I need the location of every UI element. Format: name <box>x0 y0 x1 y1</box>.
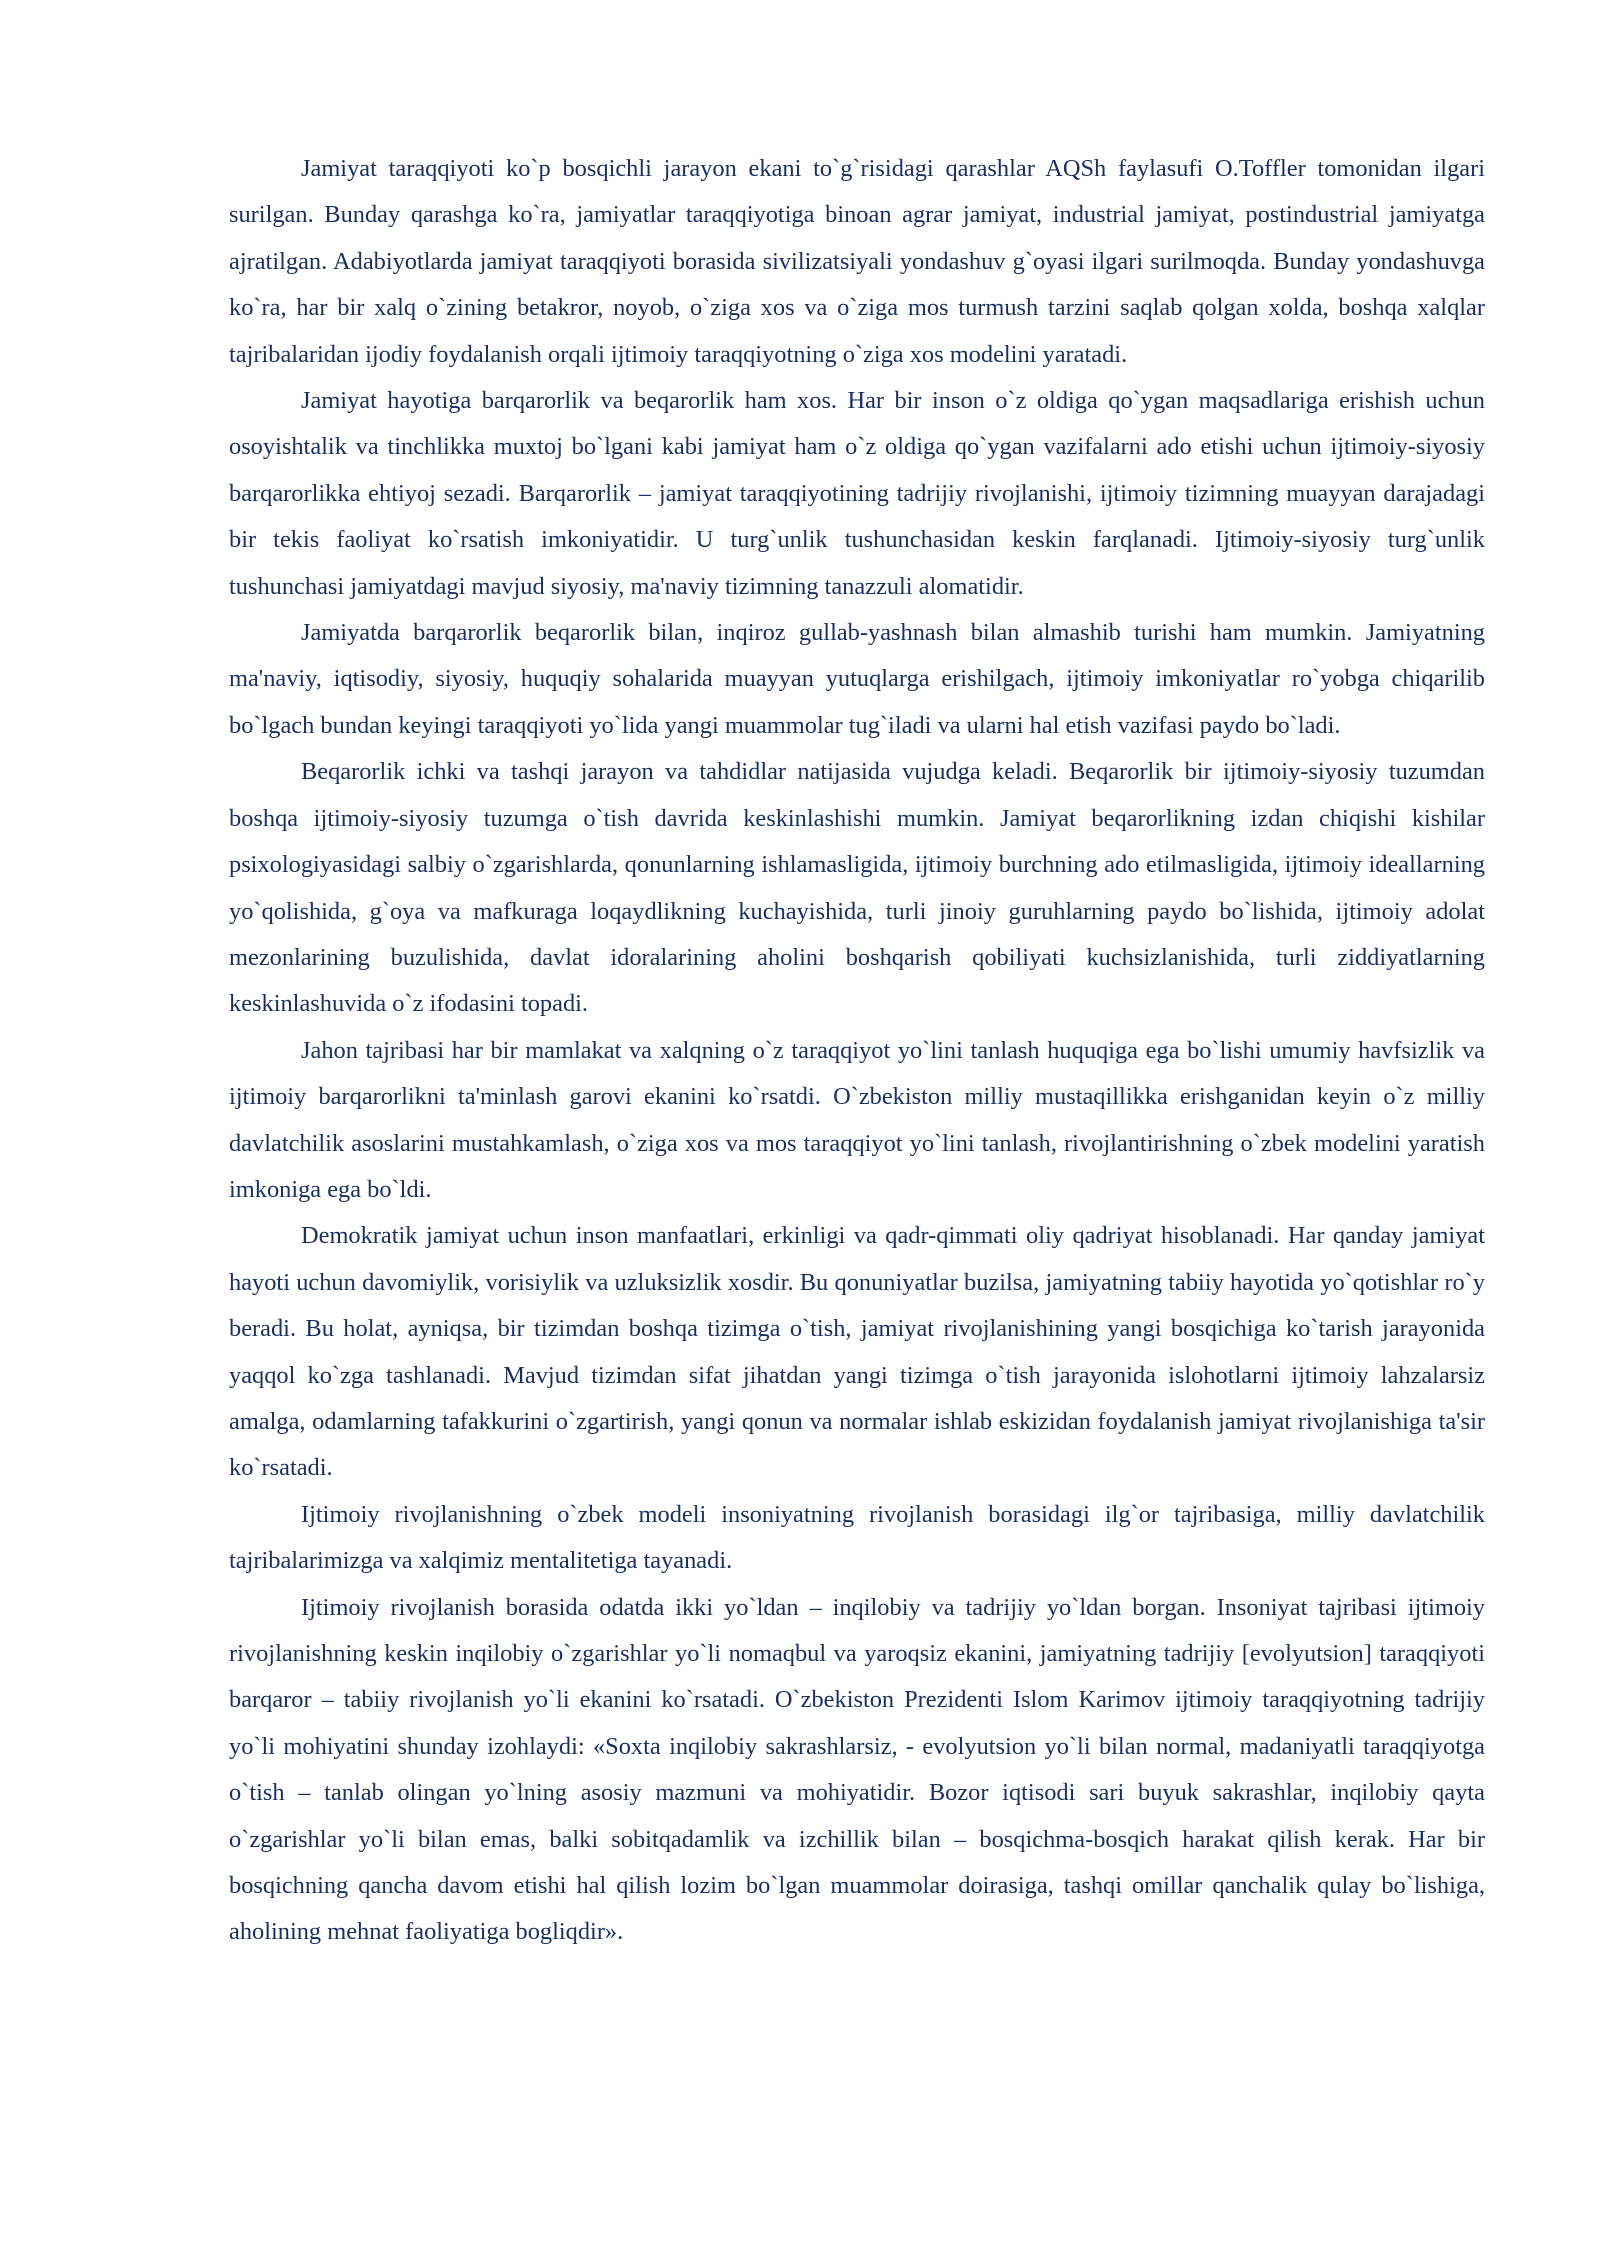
paragraph-5: Jahon tajribasi har bir mamlakat va xalqning o`z taraqqiyot yo`lini tanlash huquqiga ega bo`lishi umumiy havfsizlik va ijtimoiy barqarorlikni ta'minlash garovi ekanini ko`rsatdi. O`zbekiston milliy mustaqillikka erishganidan keyin o`z milliy davlatchilik asoslarini mustahkamlash, o`ziga xos va mos taraqqiyot yo`lini tanlash, rivojlantirishning o`zbek modelini yaratish imkoniga ega bo`ldi. <box>229 1036 1485 1203</box>
paragraph-8: Ijtimoiy rivojlanish borasida odatda ikki yo`ldan – inqilobiy va tadrijiy yo`ldan borgan. Insoniyat tajribasi ijtimoiy rivojlanishning keskin inqilobiy o`zgarishlar yo`li nomaqbul va yaroqsiz ekanini, jamiyatning tadrijiy [evolyutsion] taraqqiyoti barqaror – tabiiy rivojlanish yo`li ekanini ko`rsatadi. O`zbekiston Prezidenti Islom Karimov ijtimoiy taraqqiyotning tadrijiy yo`li mohiyatini shunday izohlaydi: «Soxta inqilobiy sakrashlarsiz, - evolyutsion yo`li bilan normal, madaniyatli taraqqiyotga o`tish – tanlab olingan yo`lning asosiy mazmuni va mohiyatidir. Bozor iqtisodi sari buyuk sakrashlar, inqilobiy qayta o`zgarishlar yo`li bilan emas, balki sobitqadamlik va izchillik bilan – bosqichma-bosqich harakat qilish kerak. Har bir bosqichning qancha davom etishi hal qilish lozim bo`lgan muammolar doirasiga, tashqi omillar qanchalik qulay bo`lishiga, aholining mehnat faoliyatiga bogliqdir». <box>229 1593 1485 1946</box>
paragraph-3: Jamiyatda barqarorlik beqarorlik bilan, inqiroz gullab-yashnash bilan almashib turishi ham mumkin. Jamiyatning ma'naviy, iqtisodiy, siyosiy, huquqiy sohalarida muayyan yutuqlarga erishilgach, ijtimoiy imkoniyatlar ro`yobga chiqarilib bo`lgach bundan keyingi taraqqiyoti yo`lida yangi muammolar tug`iladi va ularni hal etish vazifasi paydo bo`ladi. <box>229 619 1485 739</box>
paragraph-4: Beqarorlik ichki va tashqi jarayon va tahdidlar natijasida vujudga keladi. Beqarorlik bir ijtimoiy-siyosiy tuzumdan boshqa ijtimoiy-siyosiy tuzumga o`tish davrida keskinlashishi mumkin. Jamiyat beqarorlikning izdan chiqishi kishilar psixologiyasidagi salbiy o`zgarishlarda, qonunlarning ishlamasligida, ijtimoiy burchning ado etilmasligida, ijtimoiy ideallarning yo`qolishida, g`oya va mafkuraga loqaydlikning kuchayishida, turli jinoiy guruhlarning paydo bo`lishida, ijtimoiy adolat mezonlarining buzulishida, davlat idoralarining aholini boshqarish qobiliyati kuchsizlanishida, turli ziddiyatlarning keskinlashuvida o`z ifodasini topadi. <box>229 758 1485 1018</box>
paragraph-7: Ijtimoiy rivojlanishning o`zbek modeli insoniyatning rivojlanish borasidagi ilg`or tajribasiga, milliy davlatchilik tajribalarimizga va xalqimiz mentalitetiga tayanadi. <box>229 1500 1485 1575</box>
paragraph-6: Demokratik jamiyat uchun inson manfaatlari, erkinligi va qadr-qimmati oliy qadriyat hisoblanadi. Har qanday jamiyat hayoti uchun davomiylik, vorisiylik va uzluksizlik xosdir. Bu qonuniyatlar buzilsa, jamiyatning tabiiy hayotida yo`qotishlar ro`y beradi. Bu holat, ayniqsa, bir tizimdan boshqa tizimga o`tish, jamiyat rivojlanishining yangi bosqichiga ko`tarish jarayonida yaqqol ko`zga tashlanadi. Mavjud tizimdan sifat jihatdan yangi tizimga o`tish jarayonida islohotlarni ijtimoiy lahzalarsiz amalga, odamlarning tafakkurini o`zgartirish, yangi qonun va normalar ishlab eskizidan foydalanish jamiyat rivojlanishiga ta'sir ko`rsatadi. <box>229 1222 1485 1482</box>
paragraph-2: Jamiyat hayotiga barqarorlik va beqarorlik ham xos. Har bir inson o`z oldiga qo`ygan maqsadlariga erishish uchun osoyishtalik va tinchlikka muxtoj bo`lgani kabi jamiyat ham o`z oldiga qo`ygan vazifalarni ado etishi uchun ijtimoiy-siyosiy barqarorlikka ehtiyoj sezadi. Barqarorlik – jamiyat taraqqiyotining tadrijiy rivojlanishi, ijtimoiy tizimning muayyan darajadagi bir tekis faoliyat ko`rsatish imkoniyatidir. U turg`unlik tushunchasidan keskin farqlanadi. Ijtimoiy-siyosiy turg`unlik tushunchasi jamiyatdagi mavjud siyosiy, ma'naviy tizimning tanazzuli alomatidir. <box>229 387 1485 600</box>
document-body <box>229 146 1485 1956</box>
paragraph-1: Jamiyat taraqqiyoti ko`p bosqichli jarayon ekani to`g`risidagi qarashlar AQSh faylasufi O.Toffler tomonidan ilgari surilgan. Bunday qarashga ko`ra, jamiyatlar taraqqiyotiga binoan agrar jamiyat, industrial jamiyat, postindustrial jamiyatga ajratilgan. Adabiyotlarda jamiyat taraqqiyoti borasida sivilizatsiyali yondashuv g`oyasi ilgari surilmoqda. Bunday yondashuvga ko`ra, har bir xalq o`zining betakror, noyob, o`ziga xos va o`ziga mos turmush tarzini saqlab qolgan xolda, boshqa xalqlar tajribalaridan ijodiy foydalanish orqali ijtimoiy taraqqiyotning o`ziga xos modelini yaratadi. <box>229 155 1485 368</box>
